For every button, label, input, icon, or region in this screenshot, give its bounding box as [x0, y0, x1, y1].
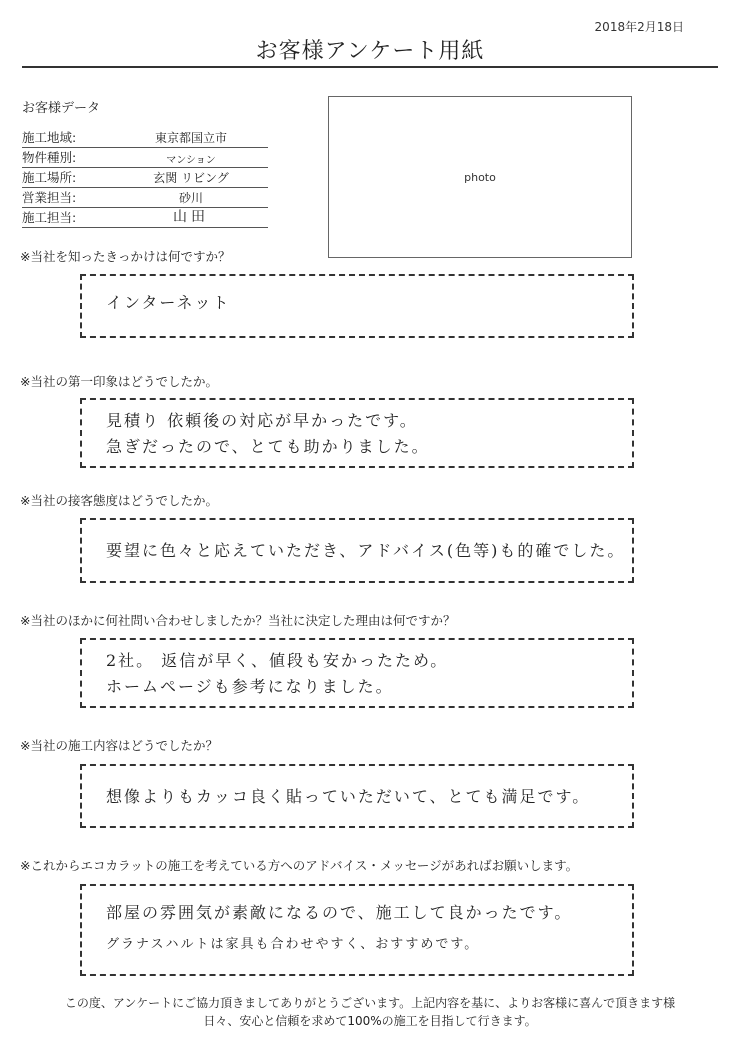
- footer-line: この度、アンケートにご協力頂きましてありがとうございます。上記内容を基に、よりお客様に喜んで頂きます様: [64, 996, 676, 1010]
- info-value: 東京都国立市: [154, 131, 227, 145]
- answer-line: 急ぎだったので、とても助かりました。: [106, 437, 430, 456]
- question-first-impression: ※当社の第一印象はどうでしたか。: [20, 374, 218, 389]
- answer-line: インターネット: [106, 293, 231, 312]
- info-row-sales-rep: [22, 188, 268, 208]
- answer-box-other-companies: [80, 638, 634, 708]
- info-row-area: [22, 128, 268, 148]
- answer-box-how-found: [80, 274, 634, 338]
- answer-line: 要望に色々と応えていただき、アドバイス(色等)も的確でした。: [106, 541, 626, 560]
- info-row-installer: [22, 208, 268, 228]
- answer-line: 2社。 返信が早く、値段も安かったため。: [106, 651, 449, 670]
- answer-line: 見積り 依頼後の対応が早かったです。: [106, 411, 418, 430]
- footer-message: [0, 994, 740, 1030]
- footer-line: 日々、安心と信頼を求めて100%の施工を目指して行きます。: [203, 1014, 537, 1028]
- answer-line: ホームページも参考になりました。: [106, 677, 394, 696]
- survey-date: 2018年2月18日: [594, 20, 684, 34]
- question-work-quality: ※当社の施工内容はどうでしたか？: [20, 738, 218, 753]
- answer-box-service-attitude: [80, 518, 634, 583]
- answer-line: グラナスハルトは家具も合わせやすく、おすすめです。: [106, 937, 480, 952]
- info-label: 施工場所:: [22, 170, 77, 185]
- page-title: お客様アンケート用紙: [255, 39, 485, 64]
- customer-info-table: [22, 128, 268, 228]
- question-how-found: ※当社を知ったきっかけは何ですか？: [20, 249, 231, 264]
- info-value: 玄関 リビング: [153, 171, 229, 185]
- answer-box-first-impression: [80, 398, 634, 468]
- question-advice-message: ※これからエコカラットの施工を考えている方へのアドバイス・メッセージがあればお願いします。: [20, 858, 579, 873]
- info-label: 物件種別:: [22, 150, 77, 165]
- question-service-attitude: ※当社の接客態度はどうでしたか。: [20, 493, 218, 508]
- info-row-location: [22, 168, 268, 188]
- info-label: 施工地域:: [22, 130, 77, 145]
- customer-data-heading: お客様データ: [22, 101, 101, 116]
- info-value: 砂川: [178, 191, 203, 205]
- info-label: 営業担当:: [22, 190, 77, 205]
- title-underline: [22, 66, 718, 68]
- info-value: 山田: [173, 209, 209, 225]
- answer-box-work-quality: [80, 764, 634, 828]
- info-label: 施工担当:: [22, 210, 77, 225]
- info-row-property-type: [22, 148, 268, 168]
- answer-line: 想像よりもカッコ良く貼っていただいて、とても満足です。: [106, 787, 591, 806]
- answer-line: 部屋の雰囲気が素敵になるので、施工して良かったです。: [106, 903, 573, 922]
- photo-placeholder: [328, 96, 632, 258]
- question-other-companies: ※当社のほかに何社問い合わせしましたか？当社に決定した理由は何ですか？: [20, 613, 456, 628]
- photo-label: photo: [464, 170, 496, 184]
- answer-box-advice-message: [80, 884, 634, 976]
- info-value: マンション: [166, 155, 216, 166]
